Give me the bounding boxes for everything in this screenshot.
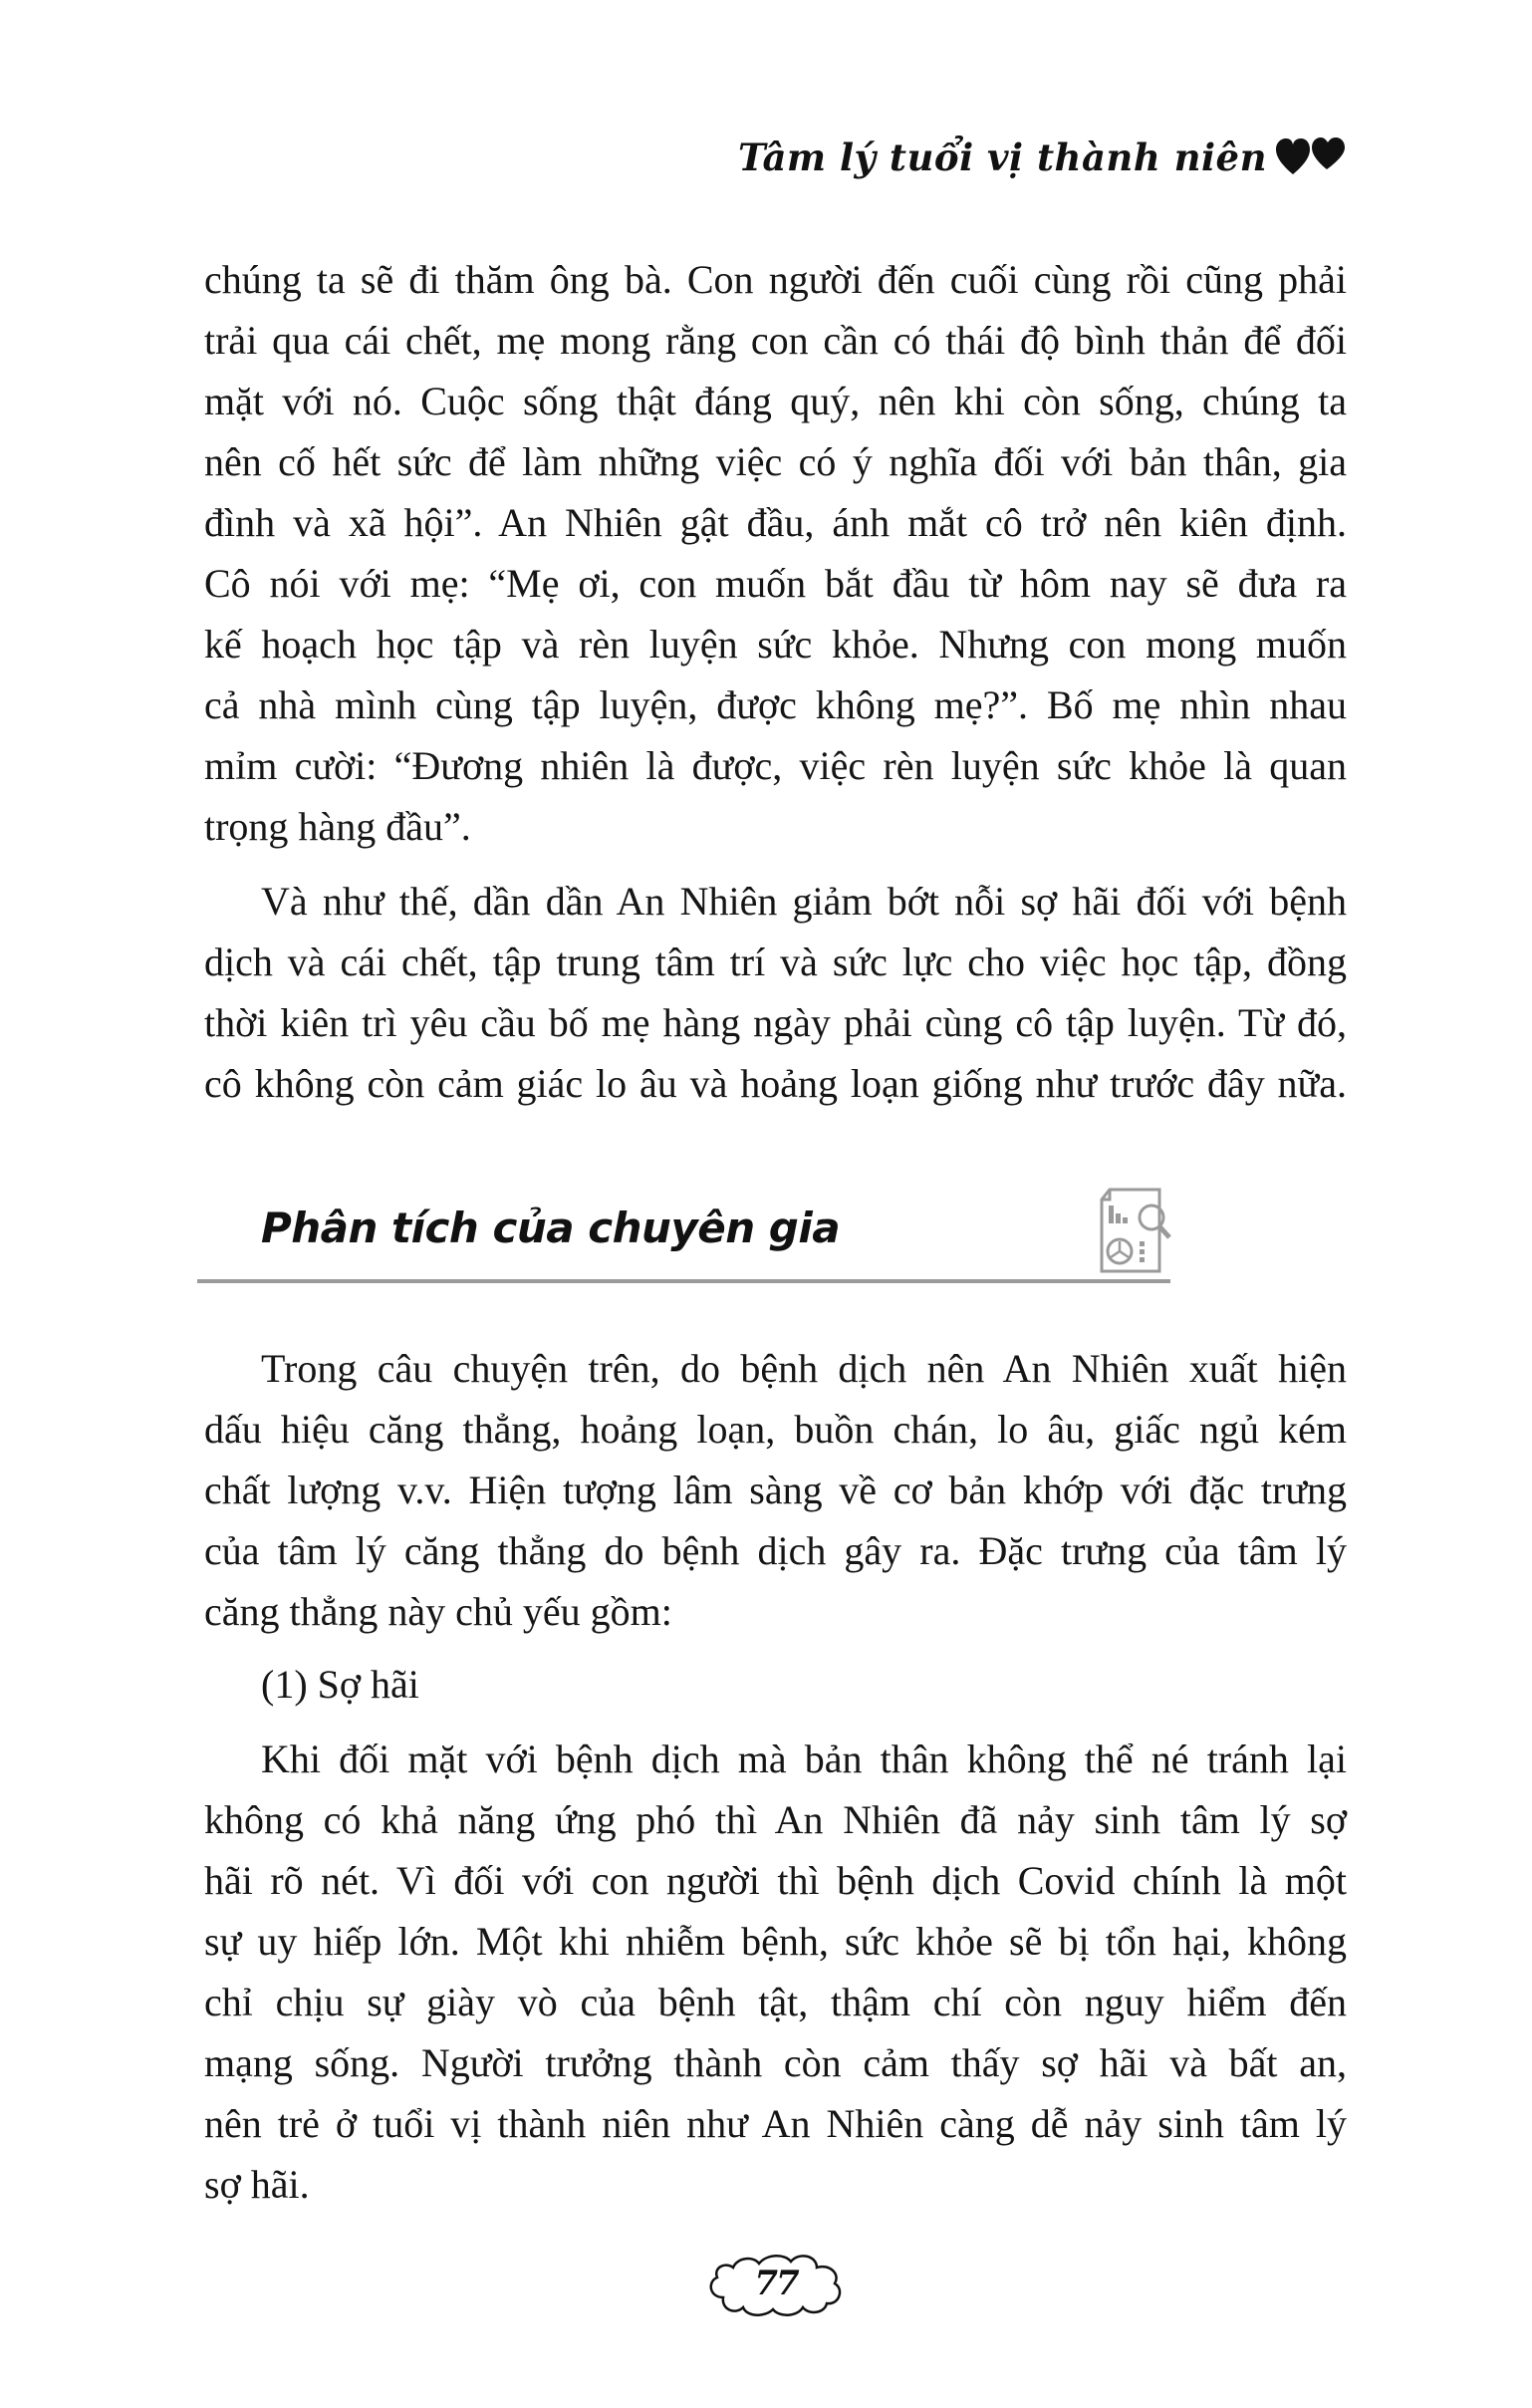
text-line: nên trẻ ở tuổi vị thành niên như An Nhiên càng dễ nảy sinh tâm lý — [204, 2101, 1347, 2146]
text-line: thời kiên trì yêu cầu bố mẹ hàng ngày phải cùng cô tập luyện. Từ đó, — [204, 1000, 1347, 1045]
text-line: kế hoạch học tập và rèn luyện sức khỏe. Nhưng con mong muốn — [204, 622, 1347, 667]
section-title: Phân tích của chuyên gia — [261, 1204, 841, 1252]
text-line: chất lượng v.v. Hiện tượng lâm sàng về cơ bản khớp với đặc trưng — [204, 1468, 1347, 1512]
text-line: mỉm cười: “Đương nhiên là được, việc rèn luyện sức khỏe là quan — [204, 743, 1347, 788]
text-line: sợ hãi. — [204, 2162, 310, 2207]
story-paragraph-2 — [204, 871, 1347, 1114]
subheading-fear — [204, 1654, 1347, 1715]
text-line: nên cố hết sức để làm những việc có ý nghĩa đối với bản thân, gia — [204, 439, 1347, 484]
document-analysis-icon — [1094, 1186, 1173, 1282]
text-line: cả nhà mình cùng tập luyện, được không mẹ?”. Bố mẹ nhìn nhau — [204, 682, 1347, 727]
text-line: đình và xã hội”. An Nhiên gật đầu, ánh mắt cô trở nên kiên định. — [204, 500, 1347, 545]
text-line: chỉ chịu sự giày vò của bệnh tật, thậm chí còn nguy hiểm đến — [204, 1980, 1347, 2024]
analysis-paragraph-2 — [204, 1729, 1347, 2215]
text-line: dịch và cái chết, tập trung tâm trí và sức lực cho việc học tập, đồng — [204, 939, 1347, 984]
text-line: Trong câu chuyện trên, do bệnh dịch nên An Nhiên xuất hiện — [261, 1346, 1347, 1391]
page-number: 77 — [754, 2264, 798, 2303]
text-line: căng thẳng này chủ yếu gồm: — [204, 1589, 672, 1634]
text-line: không có khả năng ứng phó thì An Nhiên đã nảy sinh tâm lý sợ — [204, 1797, 1347, 1842]
running-header — [697, 128, 1347, 187]
text-line: sự uy hiếp lớn. Một khi nhiễm bệnh, sức khỏe sẽ bị tổn hại, không — [204, 1919, 1347, 1964]
text-line: trải qua cái chết, mẹ mong rằng con cần có thái độ bình thản để đối — [204, 318, 1347, 363]
text-line: hãi rõ nét. Vì đối với con người thì bệnh dịch Covid chính là một — [204, 1858, 1347, 1903]
analysis-paragraph-1 — [204, 1338, 1347, 1642]
text-line: cô không còn cảm giác lo âu và hoảng loạn giống như trước đây nữa. — [204, 1061, 1347, 1106]
text-line: chúng ta sẽ đi thăm ông bà. Con người đến cuối cùng rồi cũng phải — [204, 257, 1347, 302]
section-divider — [197, 1279, 1170, 1283]
text-line: Khi đối mặt với bệnh dịch mà bản thân không thể né tránh lại — [261, 1737, 1347, 1781]
subheading-text: (1) Sợ hãi — [261, 1662, 419, 1707]
text-line: của tâm lý căng thẳng do bệnh dịch gây ra. Đặc trưng của tâm lý — [204, 1528, 1347, 1573]
text-line: trọng hàng đầu”. — [204, 804, 471, 849]
story-paragraph-1 — [204, 249, 1347, 857]
text-line: dấu hiệu căng thẳng, hoảng loạn, buồn chán, lo âu, giấc ngủ kém — [204, 1407, 1347, 1452]
section-heading — [197, 1184, 1170, 1283]
text-line: Cô nói với mẹ: “Mẹ ơi, con muốn bắt đầu từ hôm nay sẽ đưa ra — [204, 561, 1347, 606]
two-hearts-icon — [1275, 136, 1347, 178]
running-title: Tâm lý tuổi vị thành niên — [737, 135, 1267, 179]
page-number-badge — [703, 2248, 849, 2319]
text-line: mặt với nó. Cuộc sống thật đáng quý, nên khi còn sống, chúng ta — [204, 379, 1347, 423]
text-line: Và như thế, dần dần An Nhiên giảm bớt nỗi sợ hãi đối với bệnh — [261, 879, 1347, 924]
text-line: mạng sống. Người trưởng thành còn cảm thấy sợ hãi và bất an, — [204, 2040, 1347, 2085]
